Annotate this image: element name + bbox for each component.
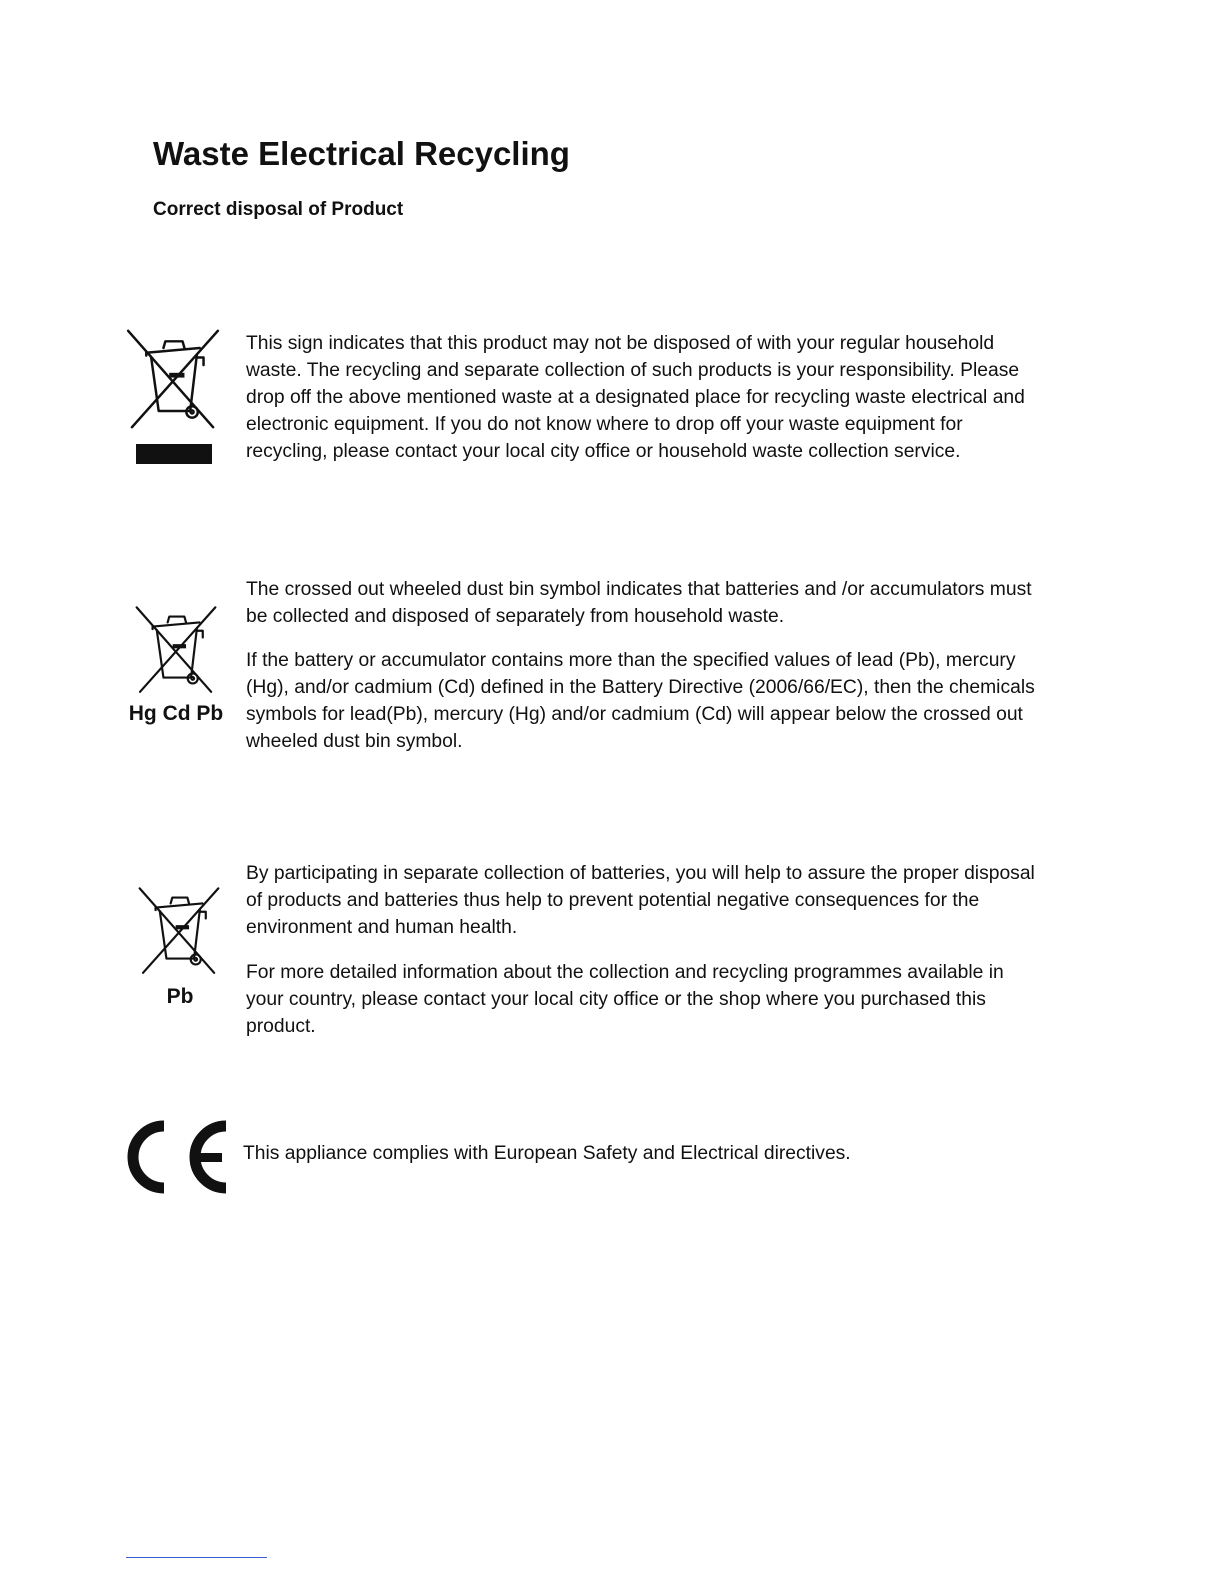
page-subtitle: Correct disposal of Product — [153, 199, 404, 220]
ce-mark-icon — [126, 1119, 230, 1195]
page-title: Waste Electrical Recycling — [153, 135, 570, 172]
product-line-5: recycling, please contact your local city office or household waste collection service. — [246, 441, 961, 462]
collection-p2-line-3: product. — [246, 1016, 316, 1037]
collection-p1-line-2: of products and batteries thus help to prevent potential negative consequences for the — [246, 890, 980, 911]
crossed-wheelie-bin-icon — [130, 604, 222, 696]
collection-p1-line-3: environment and human health. — [246, 917, 518, 938]
product-line-1: This sign indicates that this product may not be disposed of with your regular household — [246, 333, 995, 354]
battery-p2-line-2: (Hg), and/or cadmium (Cd) defined in the Battery Directive (2006/66/EC), then the chemicals — [246, 677, 1035, 698]
battery-p2-line-4: wheeled dust bin symbol. — [246, 731, 463, 752]
crossed-wheelie-bin-with-bar-icon — [124, 327, 222, 432]
footer-rule — [126, 1557, 267, 1558]
battery-p2-line-1: If the battery or accumulator contains more than the specified values of lead (Pb), mercury — [246, 650, 1016, 671]
collection-p1-line-1: By participating in separate collection of batteries, you will help to assure the proper disposal — [246, 863, 1035, 884]
chemical-symbols-label: Hg Cd Pb — [128, 702, 224, 725]
product-line-3: drop off the above mentioned waste at a designated place for recycling waste electrical and — [246, 387, 1025, 408]
ce-compliance-text: This appliance complies with European Safety and Electrical directives. — [243, 1143, 851, 1164]
battery-p1-line-2: be collected and disposed of separately from household waste. — [246, 606, 785, 627]
collection-p2-line-2: your country, please contact your local city office or the shop where you purchased this — [246, 989, 986, 1010]
battery-p1-line-1: The crossed out wheeled dust bin symbol indicates that batteries and /or accumulators must — [246, 579, 1032, 600]
collection-p2-line-1: For more detailed information about the collection and recycling programmes available in — [246, 962, 1004, 983]
bin-underline-bar — [136, 444, 212, 464]
product-line-2: waste. The recycling and separate collection of such products is your responsibility. Please — [246, 360, 1020, 381]
lead-symbol-label: Pb — [166, 985, 194, 1008]
product-line-4: electronic equipment. If you do not know where to drop off your waste equipment for — [246, 414, 963, 435]
battery-p2-line-3: symbols for lead(Pb), mercury (Hg) and/or cadmium (Cd) will appear below the crossed out — [246, 704, 1023, 725]
crossed-wheelie-bin-icon — [133, 885, 225, 977]
